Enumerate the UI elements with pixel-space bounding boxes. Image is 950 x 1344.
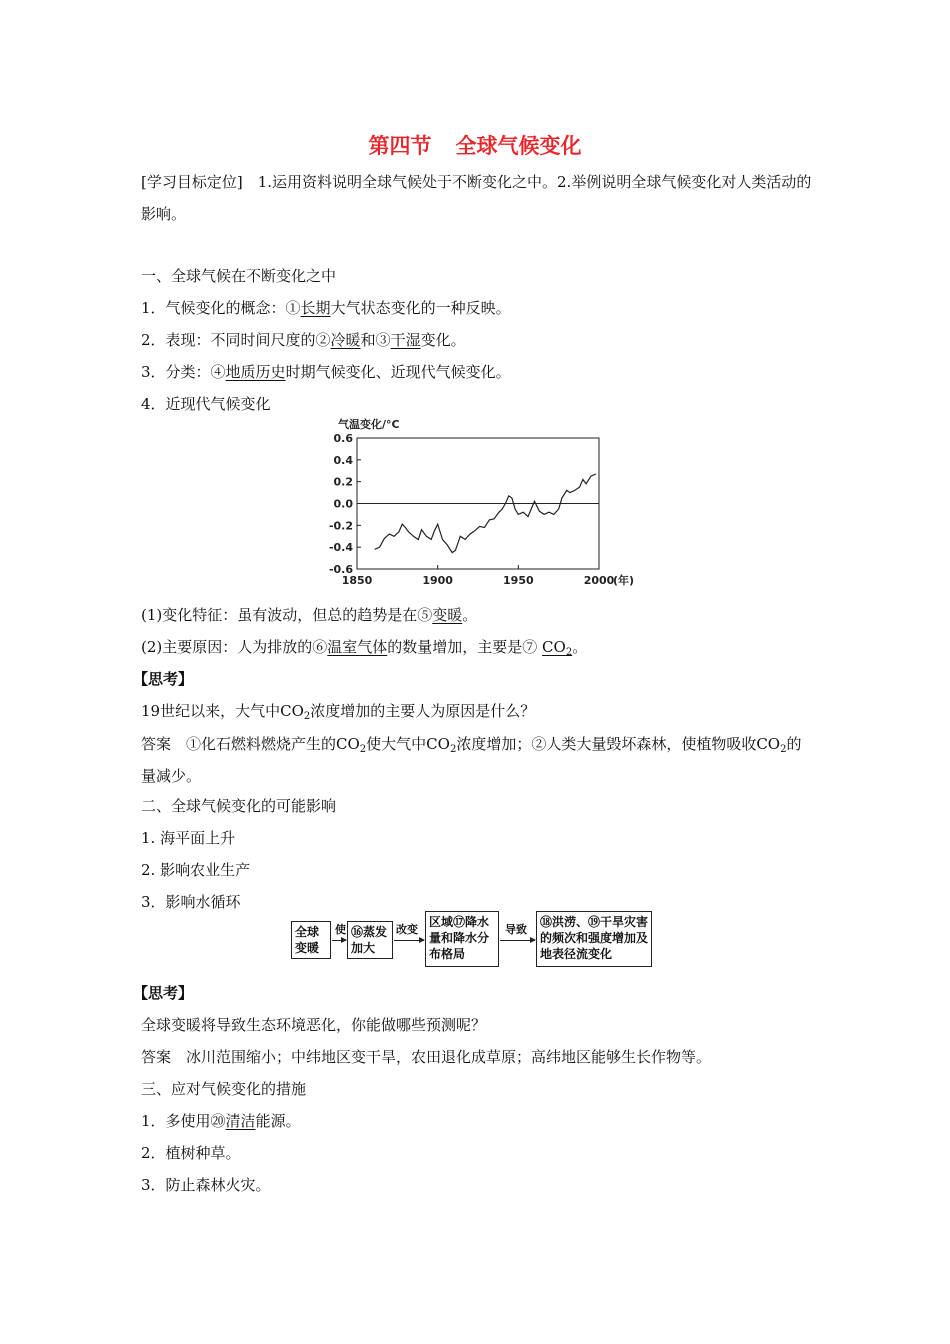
- change-feature-line: [141, 605, 477, 625]
- measure-clean-energy: [141, 1111, 301, 1131]
- concept-line: [141, 298, 511, 318]
- flow-box-warming: 全球变暖: [291, 921, 331, 959]
- answer-blank: 冷暖: [330, 331, 361, 349]
- x-ticks: [342, 565, 615, 587]
- y-axis-label: 气温变化/°C: [338, 418, 400, 431]
- impact-water-cycle: 3．影响水循环: [141, 893, 241, 911]
- text: 能源。: [255, 1112, 301, 1130]
- subscript: 2: [780, 744, 787, 755]
- answer-blank: 清洁: [225, 1112, 256, 1130]
- answer-blank: 温室气体: [327, 638, 388, 656]
- text: 1．多使用⑳: [141, 1112, 226, 1130]
- arrow-icon: [332, 940, 346, 941]
- page-title: [0, 130, 950, 160]
- y-tick-label: 0.4: [333, 453, 353, 467]
- flow-box-evaporation: ⑯蒸发加大: [347, 921, 393, 959]
- answer-blank: 地质历史: [225, 363, 286, 381]
- think-label: 【思考】: [133, 984, 194, 1002]
- text: 1．气候变化的概念：①: [141, 299, 301, 317]
- main-cause-line: [141, 637, 587, 657]
- flow-arrow-label: 使: [335, 923, 346, 936]
- y-ticks: [329, 432, 361, 576]
- text: (2)主要原因：人为排放的⑥: [141, 638, 328, 656]
- x-tick-label: 1900: [422, 574, 453, 587]
- think-question: [141, 701, 535, 721]
- y-tick-label: -0.2: [328, 519, 353, 533]
- section-number: 第四节: [368, 134, 432, 158]
- text: (1)变化特征：虽有波动，但总的趋势是在⑤: [141, 606, 433, 624]
- impact-sea-level: 1. 海平面上升: [141, 829, 236, 847]
- recent-change-heading: 4．近现代气候变化: [141, 395, 271, 413]
- subscript: 2: [303, 711, 311, 722]
- section-1-heading: 一、全球气候在不断变化之中: [141, 267, 337, 285]
- measure-fire-prevention: 3．防止森林火灾。: [141, 1176, 271, 1194]
- think-answer: [141, 728, 813, 792]
- y-tick-label: 0.6: [333, 432, 353, 445]
- section-title: 全球气候变化: [455, 134, 582, 158]
- text: 3．分类：④: [141, 363, 226, 381]
- measure-planting: 2．植树种草。: [141, 1144, 241, 1162]
- flow-box-disasters: ⑱洪涝、⑲干旱灾害的频次和强度增加及地表径流变化: [536, 911, 652, 967]
- text: 的量减少。: [141, 735, 802, 785]
- text: 变化。: [420, 331, 466, 349]
- y-tick-label: -0.4: [328, 541, 353, 555]
- text: 浓度增加；②人类大量毁坏森林，使植物吸收CO: [456, 735, 781, 753]
- water-cycle-flowchart: [291, 911, 661, 969]
- flow-arrow-label: 改变: [396, 923, 418, 936]
- x-tick-label: 1850: [341, 574, 373, 587]
- text: 使大气中CO: [366, 735, 450, 753]
- impact-agriculture: 2. 影响农业生产: [141, 861, 251, 879]
- temperature-line: [375, 474, 596, 553]
- x-axis-label: (年): [613, 574, 635, 587]
- co2-text: CO: [542, 638, 566, 656]
- text: 的数量增加，主要是⑦: [387, 638, 543, 656]
- subscript: 2: [565, 647, 573, 658]
- text: 。: [572, 638, 588, 656]
- text: 时期气候变化、近现代气候变化。: [285, 363, 511, 381]
- y-tick-label: 0.0: [333, 497, 353, 511]
- text: 大气状态变化的一种反映。: [330, 299, 511, 317]
- temperature-change-chart: [320, 414, 635, 592]
- text: 2．表现：不同时间尺度的②: [141, 331, 331, 349]
- text: 浓度增加的主要人为原因是什么？: [310, 702, 536, 720]
- answer-blank: 干湿: [390, 331, 421, 349]
- arrow-icon: [500, 940, 535, 941]
- answer-blank: 长期: [300, 299, 331, 317]
- think-answer: 答案 冰川范围缩小；中纬地区变干旱，农田退化成草原；高纬地区能够生长作物等。: [141, 1048, 712, 1066]
- arrow-icon: [394, 940, 424, 941]
- text: 19世纪以来，大气中CO: [141, 702, 304, 720]
- text: 和③: [360, 331, 391, 349]
- x-tick-label: 2000: [583, 574, 615, 587]
- manifestation-line: [141, 330, 466, 350]
- think-label: 【思考】: [133, 670, 194, 688]
- flow-arrow-label: 导致: [505, 923, 527, 936]
- subscript: 2: [449, 744, 457, 755]
- think-question: 全球变暖将导致生态环境恶化，你能做哪些预测呢？: [141, 1016, 487, 1034]
- section-2-heading: 二、全球气候变化的可能影响: [141, 797, 337, 815]
- section-3-heading: 三、应对气候变化的措施: [141, 1080, 307, 1098]
- text: 。: [462, 606, 478, 624]
- flow-box-precipitation: 区域⑰降水量和降水分布格局: [425, 911, 499, 967]
- classification-line: [141, 362, 511, 382]
- text: 答案 ①化石燃料燃烧产生的CO: [141, 735, 360, 753]
- x-tick-label: 1950: [503, 574, 534, 587]
- answer-blank: [542, 638, 572, 656]
- subscript: 2: [359, 744, 367, 755]
- y-tick-label: 0.2: [333, 475, 353, 489]
- answer-blank: 变暖: [432, 606, 463, 624]
- y-tick-label: -0.6: [328, 563, 353, 576]
- learning-objectives: [学习目标定位] 1.运用资料说明全球气候处于不断变化之中。2.举例说明全球气候变化对人类活动的影响。: [141, 173, 812, 223]
